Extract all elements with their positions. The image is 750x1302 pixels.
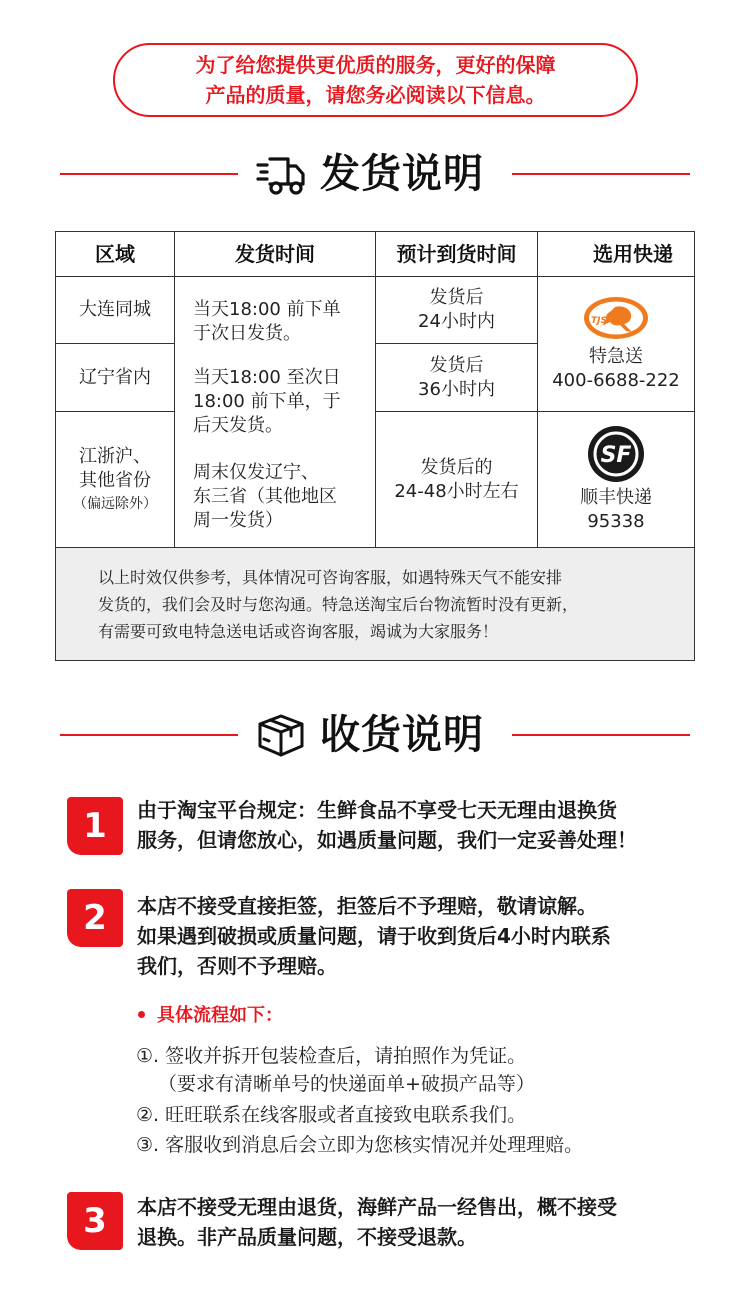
item-line: 服务，但请您放心，如遇质量问题，我们一定妥善处理！	[137, 828, 637, 852]
item-number-badge: 2	[67, 889, 123, 947]
ship-time-line: 当天18:00 至次日	[193, 367, 341, 388]
item-line: 如果遇到破损或质量问题，请于收到货后4小时内联系	[137, 924, 611, 948]
shipping-section-header	[0, 139, 750, 209]
courier-tjs	[538, 277, 694, 411]
receiving-section-header	[0, 700, 750, 770]
region-dalian: 大连同城	[79, 299, 151, 320]
notice-line-2: 产品的质量，请您务必阅读以下信息。	[205, 83, 546, 107]
courier-sf-phone: 95338	[587, 511, 645, 532]
flow-title	[138, 1002, 283, 1030]
flow-title-text: 具体流程如下：	[157, 1005, 283, 1026]
receiving-title: 收货说明	[320, 712, 484, 758]
tjs-logo-text: TJS	[591, 316, 607, 326]
header-divider-left	[60, 173, 238, 175]
region-other-line: 江浙沪、	[79, 445, 151, 467]
arrival-line: 24小时内	[418, 311, 495, 332]
ship-time-line: 东三省（其他地区	[193, 486, 337, 507]
arrival-line: 24-48小时左右	[394, 480, 519, 502]
note-line: 有需要可致电特急送电话或咨询客服，竭诚为大家服务！	[98, 621, 499, 641]
region-other-line: 其他省份	[79, 469, 151, 491]
ship-time-weekend	[193, 461, 373, 533]
header-courier: 选用快递	[593, 242, 673, 266]
arrival-line: 36小时内	[418, 378, 495, 400]
header-divider-right	[512, 173, 690, 175]
header-divider-left	[60, 734, 238, 736]
ship-time-line: 后天发货。	[193, 415, 283, 436]
courier-tjs-name: 特急送	[589, 346, 643, 367]
notice-line-1: 为了给您提供更优质的服务，更好的保障	[195, 53, 556, 77]
receiving-item-1	[137, 795, 697, 855]
item-line: 由于淘宝平台规定：生鲜食品不享受七天无理由退换货	[137, 798, 617, 822]
item-line: 本店不接受直接拒签，拒签后不予理赔，敬请谅解。	[137, 894, 597, 918]
table-col-divider	[174, 232, 175, 548]
ship-time-next-day	[193, 366, 373, 438]
flow-step-1-note: （要求有清晰单号的快递面单+破损产品等）	[158, 1073, 535, 1095]
arrival-line: 发货后	[429, 354, 484, 376]
header-arrival-time: 预计到货时间	[396, 242, 517, 266]
delivery-truck-icon	[256, 151, 306, 197]
header-region: 区域	[95, 242, 135, 266]
courier-sf-name: 顺丰快递	[580, 487, 652, 508]
ship-time-line: 于次日发货。	[193, 323, 301, 344]
receiving-item-2	[137, 891, 697, 981]
shipping-title: 发货说明	[320, 151, 484, 197]
shipping-note	[56, 548, 694, 660]
item-line: 退换。非产品质量问题，不接受退款。	[137, 1225, 477, 1249]
tjs-kangaroo-logo	[582, 295, 650, 341]
ship-time-line: 当天18:00 前下单	[193, 299, 341, 320]
sf-logo-text: SF	[600, 443, 632, 468]
arrival-line: 发货后的	[420, 456, 493, 478]
item-line: 本店不接受无理由退货，海鲜产品一经售出，概不接受	[137, 1195, 617, 1219]
note-line: 发货的，我们会及时与您沟通。特急送淘宝后台物流暂时没有更新，	[98, 594, 579, 614]
ship-time-same-day	[193, 298, 373, 346]
item-number-badge: 1	[67, 797, 123, 855]
ship-time-line: 周一发货）	[193, 510, 283, 531]
item-line: 我们，否则不予理赔。	[137, 954, 337, 978]
ship-time-line: 周末仅发辽宁、	[193, 462, 319, 483]
arrival-24-48h	[376, 412, 537, 547]
header-divider-right	[512, 734, 690, 736]
arrival-24h	[376, 277, 537, 343]
receiving-item-3	[137, 1192, 697, 1252]
bullet-dot	[138, 1011, 145, 1018]
header-ship-time: 发货时间	[235, 242, 315, 266]
notice-banner	[113, 43, 638, 117]
flow-step-1: ①. 签收并拆开包装检查后，请拍照作为凭证。	[136, 1045, 527, 1067]
flow-step-2: ②. 旺旺联系在线客服或者直接致电联系我们。	[136, 1104, 527, 1126]
region-other-note: （偏远除外）	[73, 495, 157, 512]
item-number-badge: 3	[67, 1192, 123, 1250]
flow-step-3: ③. 客服收到消息后会立即为您核实情况并处理理赔。	[136, 1134, 584, 1156]
package-box-icon	[256, 712, 306, 758]
arrival-36h	[376, 344, 537, 411]
sf-express-logo	[586, 424, 646, 484]
region-liaoning: 辽宁省内	[79, 366, 151, 388]
region-other	[56, 412, 174, 547]
shipping-table	[55, 231, 695, 661]
courier-tjs-phone: 400-6688-222	[552, 370, 680, 391]
arrival-line: 发货后	[429, 287, 484, 308]
courier-sf	[538, 412, 694, 547]
ship-time-line: 18:00 前下单，于	[193, 391, 341, 412]
note-line: 以上时效仅供参考，具体情况可咨询客服，如遇特殊天气不能安排	[98, 567, 563, 587]
